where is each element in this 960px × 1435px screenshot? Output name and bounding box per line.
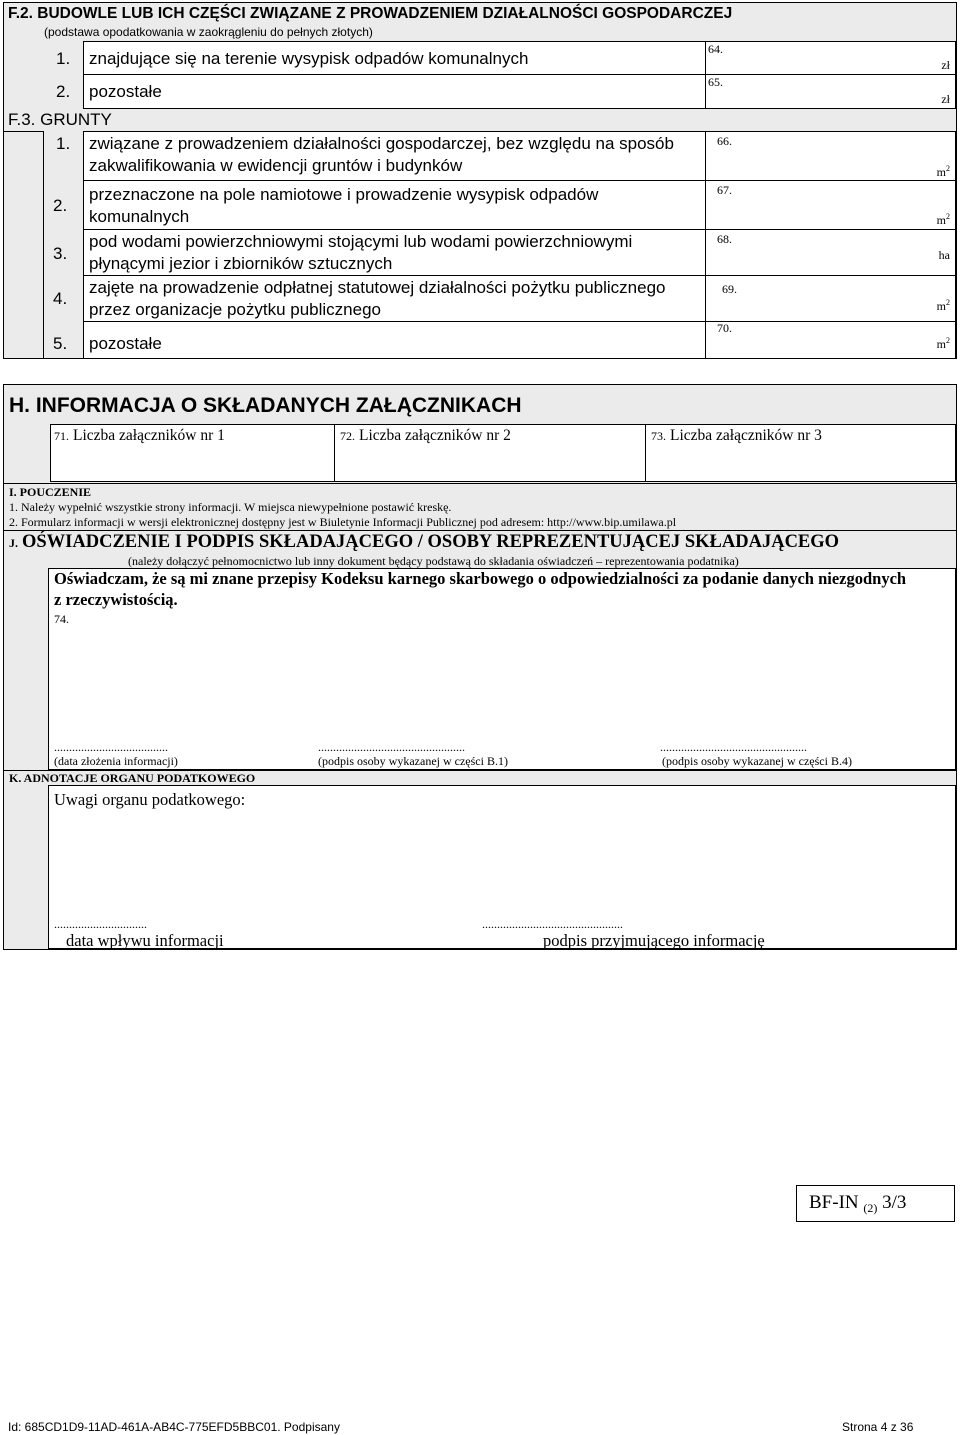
f3-row4-field-number: 69. — [722, 282, 737, 296]
f3-row1-line1: związane z prowadzeniem działalności gospodarczej, bez względu na sposób — [89, 134, 674, 153]
j-sign1-dots: ................................................. — [318, 740, 465, 754]
attachments-3-label: 73. Liczba załączników nr 3 — [651, 427, 822, 444]
f3-row2-line2: komunalnych — [89, 207, 190, 226]
f3-row2-unit: $m^2$ — [936, 212, 950, 227]
attachments-2-label: 72. Liczba załączników nr 2 — [340, 427, 511, 444]
f2-row2-number: 2. — [56, 82, 71, 101]
j-subtitle: (należy dołączyć pełnomocnictwo lub inny dokument będący podstawą do składania oświadczeń – reprezentowania podatnika) — [128, 554, 739, 568]
f3-row5-line1: pozostałe — [89, 334, 162, 353]
page-number: Strona 4 z 36 — [842, 1420, 914, 1434]
attachments-1-label: 71. Liczba załączników nr 1 — [54, 427, 225, 444]
f2-row1-unit: zł — [941, 58, 950, 72]
k-remarks-label: Uwagi organu podatkowego: — [54, 790, 246, 809]
f3-left-stripe — [3, 131, 44, 359]
document-id: Id: 685CD1D9-11AD-461A-AB4C-775EFD5BBC01. Podpisany — [8, 1420, 340, 1434]
f3-row3-line1: pod wodami powierzchniowymi stojącymi lub wodami powierzchniowymi — [89, 232, 633, 251]
f2-row2-unit: zł — [941, 92, 950, 106]
f2-subtitle: (podstawa opodatkowania w zaokrągleniu do pełnych złotych) — [44, 25, 373, 39]
j-statement-line1: Oświadczam, że są mi znane przepisy Kodeksu karnego skarbowego o odpowiedzialności za podanie danych niezgodnych — [54, 569, 907, 588]
j-statement-line2: z rzeczywistością. — [54, 590, 178, 609]
f3-row2-number: 2. — [53, 196, 68, 215]
f3-row5-field-number: 70. — [717, 321, 732, 335]
j-date-dots: ...................................... — [54, 740, 168, 754]
j-sign2-dots: ................................................. — [660, 740, 807, 754]
f3-row3-unit: ha — [938, 248, 950, 262]
j-sign1-label: (podpis osoby wykazanej w części B.1) — [318, 754, 508, 768]
h-title: H. INFORMACJA O SKŁADANYCH ZAŁĄCZNIKACH — [9, 394, 522, 417]
form-badge — [796, 1185, 955, 1222]
f3-row1-unit: $m^2$ — [936, 164, 950, 179]
j-title: J. OŚWIADCZENIE I PODPIS SKŁADAJĄCEGO / OSOBY REPREZENTUJĄCEJ SKŁADAJĄCEGO — [9, 532, 840, 552]
j-date-label: (data złożenia informacji) — [54, 754, 178, 768]
i-title: I. POUCZENIE — [9, 485, 92, 499]
form-badge-sub: (2) — [863, 1201, 878, 1215]
f3-row4-line1: zajęte na prowadzenie odpłatnej statutowej działalności pożytku publicznego — [89, 278, 666, 297]
j-statement-box[interactable] — [48, 568, 956, 770]
form-badge-code: BF-IN — [809, 1192, 859, 1213]
f3-row4-number: 4. — [53, 289, 68, 308]
f2-row1-label: znajdujące się na terenie wysypisk odpadów komunalnych — [89, 49, 529, 68]
j-sign2-label: (podpis osoby wykazanej w części B.4) — [662, 754, 852, 768]
f2-title: F.2. BUDOWLE LUB ICH CZĘŚCI ZWIĄZANE Z PROWADZENIEM DZIAŁALNOŚCI GOSPODARCZEJ — [8, 5, 733, 22]
f2-row2-label-cell — [83, 74, 706, 109]
f2-row2-label: pozostałe — [89, 82, 162, 101]
f3-row3-line2: płynącymi jezior i zbiorników sztucznych — [89, 254, 393, 273]
k-sign-dots: ............................................... — [482, 917, 623, 931]
i-line2: 2. Formularz informacji w wersji elektronicznej dostępny jest w Biuletynie Informacji Publicznej pod adresem: http://www.bip.umilawa.pl — [9, 515, 677, 529]
f3-row5-label-cell — [83, 321, 706, 359]
f3-row5-number: 5. — [53, 334, 68, 353]
f3-row4-line2: przez organizacje pożytku publicznego — [89, 300, 382, 319]
form-badge-page: 3/3 — [882, 1192, 907, 1213]
f3-row4-unit: $m^2$ — [936, 298, 950, 313]
k-date-label: data wpływu informacji — [66, 931, 224, 950]
j-field-number: 74. — [54, 612, 69, 626]
f2-row1-number: 1. — [56, 49, 71, 68]
f3-row1-line2: zakwalifikowania w ewidencji gruntów i budynków — [89, 156, 463, 175]
k-title: K. ADNOTACJE ORGANU PODATKOWEGO — [9, 771, 256, 785]
i-line1: 1. Należy wypełnić wszystkie strony informacji. W miejsca niewypełnione postawić kreskę. — [9, 500, 452, 514]
f3-row2-field-number: 67. — [717, 183, 732, 197]
f3-row1-number: 1. — [56, 134, 71, 153]
f3-row3-number: 3. — [53, 244, 68, 263]
k-date-dots: ............................... — [54, 917, 147, 931]
f2-row2-field-number: 65. — [708, 75, 723, 89]
k-sign-label: podpis przyjmującego informację — [543, 931, 765, 950]
f3-title: F.3. GRUNTY — [8, 110, 112, 129]
f3-row5-unit: $m^2$ — [936, 336, 950, 351]
f3-row2-line1: przeznaczone na pole namiotowe i prowadzenie wysypisk odpadów — [89, 185, 599, 204]
f3-row3-field-number: 68. — [717, 232, 732, 246]
f3-row1-field-number: 66. — [717, 134, 732, 148]
f2-row1-field-number: 64. — [708, 42, 723, 56]
